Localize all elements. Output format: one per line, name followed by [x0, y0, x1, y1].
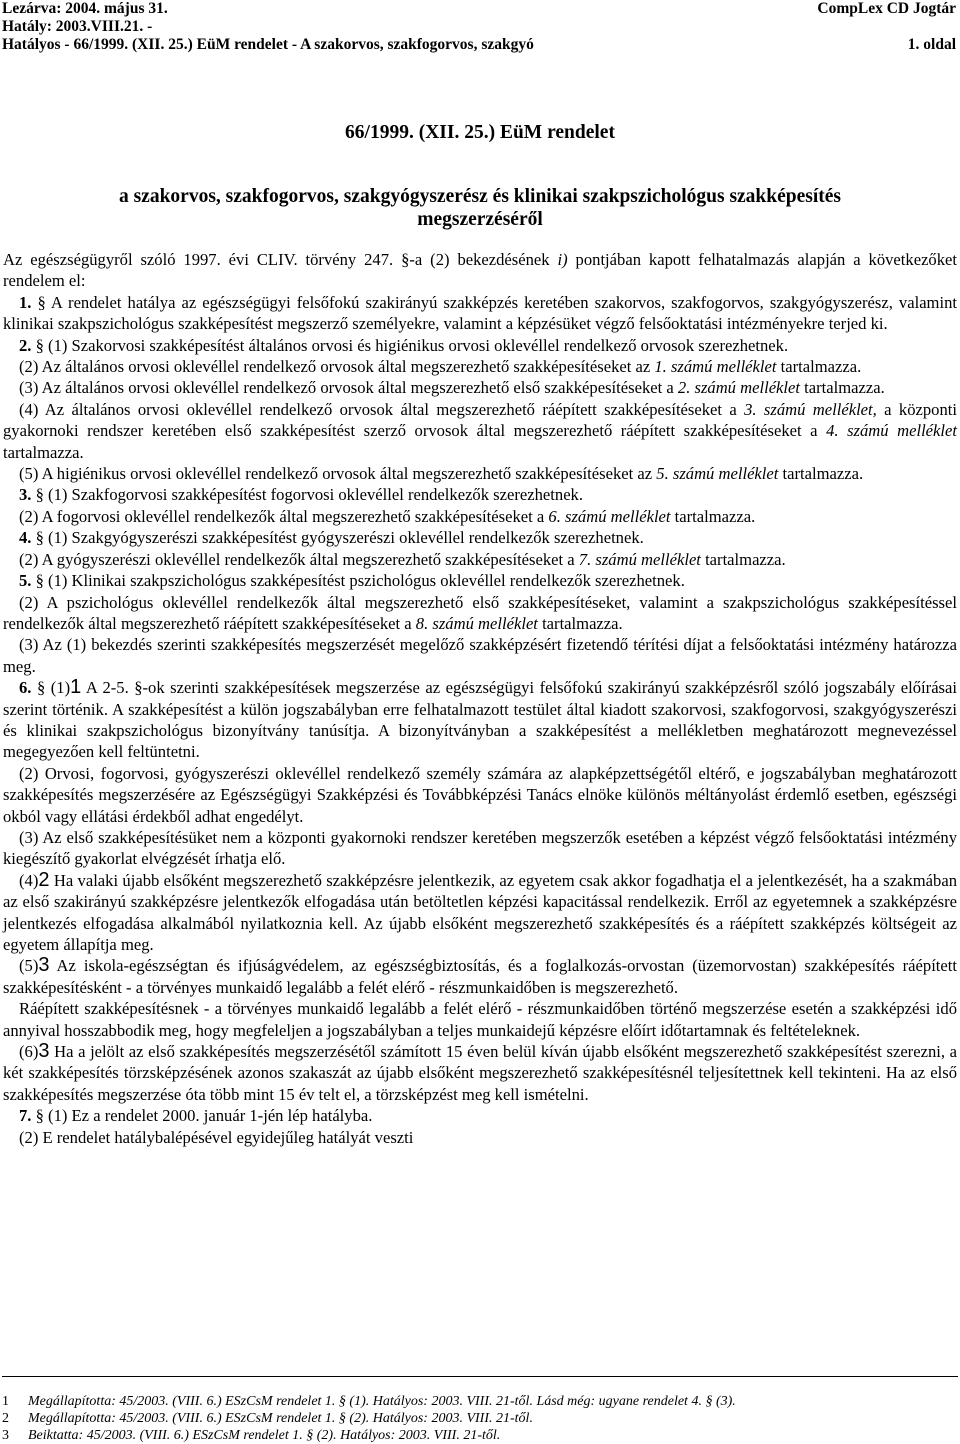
para-text: (5) A higiénikus orvosi oklevéllel rendelkező orvosok által megszerezhető szakképesítéseket az: [19, 464, 657, 484]
footnote-text: Megállapította: 45/2003. (VIII. 6.) ESzCsM rendelet 1. § (1). Hatályos: 2003. VIII. 21-től. Lásd még: ugyane rendelet 4. § (3).: [28, 1394, 736, 1409]
para-text: (4) Az általános orvosi oklevéllel rendelkező orvosok által megszerezhető ráépített szakképesítéseket a: [19, 399, 745, 419]
annex-ref: 2. számú melléklet: [677, 378, 801, 398]
para-text: (2) Az általános orvosi oklevéllel rendelkező orvosok által megszerezhető szakképesítéseket az: [19, 357, 655, 377]
section-5-para-1: [3, 570, 957, 591]
section-number: 7.: [19, 1106, 32, 1126]
section-number: 3.: [19, 485, 32, 505]
para-text-end: tartalmazza.: [800, 378, 885, 398]
preamble: [3, 249, 957, 292]
decree-number: 66/1999. (XII. 25.) EüM rendelet: [345, 122, 615, 143]
annex-ref: 4. számú melléklet: [826, 421, 958, 441]
para-text-mid: a központi gyakornoki rendszer keretében első szakképesítést szerző orvosok által megszerezhető ráépített szakképesítéseket a: [3, 399, 957, 441]
section-number: 1.: [19, 292, 32, 312]
para-text-end: tartalmazza.: [537, 613, 623, 633]
section-4-para-2: [3, 549, 957, 570]
decree-body: [3, 249, 957, 1148]
section-text: § (1) Szakorvosi szakképesítést általános orvosi és higiénikus orvosi oklevéllel rendelkező orvosok szerezhetnek.: [31, 335, 789, 355]
para-text-end: tartalmazza.: [670, 506, 756, 526]
section-5-para-3: (3) Az (1) bekezdés szerinti szakképesítés megszerzését megelőző szakképzésért fizetendő térítési díjat a felsőoktatási intézmény határozza meg.: [3, 635, 957, 676]
preamble-text-end: pontjában kapott felhatalmazás alapján a következőket rendelem el:: [3, 250, 958, 291]
section-6-para-3: (3) Az első szakképesítésüket nem a központi gyakornoki rendszer keretében megszerzők esetében a képzést végző felsőoktatási intézmény kiegészítő gyakorlat elvégzését írhatja elő.: [3, 827, 957, 869]
section-6-para-1: [3, 677, 957, 763]
section-6-para-4: [3, 870, 957, 956]
footnote-marker[interactable]: 1: [70, 676, 82, 699]
section-1: [3, 292, 957, 335]
decree-subject-line1: a szakorvos, szakfogorvos, szakgyógyszerész és klinikai szakpszichológus szakképesítés: [118, 186, 842, 207]
para-label: (5): [19, 956, 39, 976]
annex-ref: 8. számú melléklet: [415, 613, 538, 633]
para-text-end: tartalmazza.: [700, 549, 786, 569]
section-4-para-1: [3, 527, 957, 548]
para-label: § (1): [31, 678, 71, 698]
preamble-text: Az egészségügyről szóló 1997. évi CLIV. törvény 247. §-a (2) bekezdésének: [3, 250, 558, 269]
section-3-para-1: [3, 484, 957, 505]
para-text: (2) A pszichológus oklevéllel rendelkezők által megszerezhető első szakképesítéseket, valamint a szakpszichológus szakképesítéssel rendelkezők által megszerezhető ráépített szakképesítéseket a: [3, 592, 957, 633]
preamble-point-ref: i): [557, 250, 568, 269]
para-text: Ha a jelölt az első szakképesítés megszerzésétől számított 15 éven belül kíván újabb elsőként megszerezhető szakképesítést szerezni, a két szakképesítés törzsképzésének azonos szakaszát az újabb elsőként megszerezhető szakképesítésnél teljesítettnek kell tekinteni. Ha az első szakképesítés megszerzése óta több mint 15 év telt el, a törzsképzést meg kell ismételni.: [3, 1042, 957, 1104]
para-text-end: tartalmazza.: [776, 357, 862, 377]
para-text-end: tartalmazza.: [778, 464, 864, 484]
annex-ref: 5. számú melléklet: [656, 464, 779, 484]
section-6-para-5: [3, 955, 957, 998]
header-effective-date: Hatály: 2003.VIII.21. -: [2, 18, 153, 35]
header-publisher: CompLex CD Jogtár: [817, 0, 956, 17]
para-text: Az iskola-egészségtan és ifjúságvédelem, az egészségbiztosítás, és a foglalkozás-orvostan (üzemorvostan) szakképesítés ráépített szakképesítésként - a törvényes munkaidő legalább a felét elérő - részmunkaidőben is megszerezhető.: [3, 956, 957, 997]
section-number: 2.: [19, 335, 32, 355]
footnote-number: 2: [2, 1411, 9, 1426]
section-text: § A rendelet hatálya az egészségügyi felsőfokú szakirányú szakképzés keretében szakorvos, szakfogorvos, szakgyógyszerész, valamint klinikai szakpszichológus szakképesítést megszerző személyekre, valamint a képzésüket végző felsőoktatási intézményekre terjed ki.: [3, 292, 957, 334]
footnote-divider: [2, 1376, 958, 1377]
annex-ref: 6. számú melléklet: [548, 506, 671, 526]
annex-ref: 3. számú melléklet,: [744, 399, 877, 419]
footnote-text: Beiktatta: 45/2003. (VIII. 6.) ESzCsM rendelet 1. § (2). Hatályos: 2003. VIII. 21-től.: [28, 1428, 501, 1443]
section-7-para-2: (2) E rendelet hatálybalépésével egyidejűleg hatályát veszti: [19, 1127, 414, 1147]
section-text: § (1) Szakfogorvosi szakképesítést fogorvosi oklevéllel rendelkezők szerezhetnek.: [31, 485, 584, 505]
section-2-para-3: [3, 377, 957, 398]
annex-ref: 7. számú melléklet: [578, 549, 701, 569]
header-page-number: 1. oldal: [907, 36, 956, 53]
header-date-closed: Lezárva: 2004. május 31.: [2, 0, 168, 17]
section-text: A 2-5. §-ok szerinti szakképesítések megszerzése az egészségügyi felsőfokú szakirányú szakképzésről szóló jogszabály előírásai szerint történik. A szakképesítést a külön jogszabályban erre felhatalmazott testület által kiadott szakorvosi, szakfogorvosi, szakgyógyszerészi és klinikai szakpszichológus bizonyítvány tanúsítja. A bizonyítványban a szakképesítést a mellékletben meghatározott megnevezéssel megegyezően kell feltüntetni.: [3, 678, 957, 762]
section-number: 4.: [19, 528, 32, 548]
para-label: (4): [19, 870, 39, 890]
para-text-end: tartalmazza.: [3, 442, 84, 462]
decree-subject-line2: megszerzéséről: [417, 209, 543, 230]
annex-ref: 1. számú melléklet: [654, 357, 777, 377]
para-label: (6): [19, 1042, 39, 1062]
section-2-para-4: [3, 399, 957, 463]
footnote-marker[interactable]: 2: [38, 868, 50, 891]
section-2-para-2: [3, 356, 957, 377]
section-2-para-1: [3, 335, 957, 356]
section-text: § (1) Szakgyógyszerészi szakképesítést gyógyszerészi oklevéllel rendelkezők szerezhetnek.: [31, 528, 644, 548]
para-text: (2) A fogorvosi oklevéllel rendelkezők által megszerezhető szakképesítéseket a: [19, 506, 549, 526]
footnote-2: [0, 1411, 533, 1427]
footnote-number: 1: [2, 1394, 9, 1409]
footnote-text: Megállapította: 45/2003. (VIII. 6.) ESzCsM rendelet 1. § (2). Hatályos: 2003. VIII. 21-től.: [28, 1411, 533, 1426]
footnote-marker[interactable]: 3: [38, 1040, 50, 1063]
footnote-3: [0, 1428, 500, 1444]
section-3-para-2: [3, 506, 957, 527]
footnote-1: [0, 1394, 736, 1410]
section-7-para-1: [3, 1105, 957, 1126]
para-text: (2) A gyógyszerészi oklevéllel rendelkezők által megszerezhető szakképesítéseket a: [19, 549, 579, 569]
para-text: (3) Az általános orvosi oklevéllel rendelkező orvosok által megszerezhető első szakképesítéseket a: [19, 378, 678, 398]
section-text: § (1) Ez a rendelet 2000. január 1-jén lép hatályba.: [31, 1106, 373, 1126]
section-6-para-5-cont: Ráépített szakképesítésnek - a törvényes munkaidő legalább a felét elérő - részmunkaidőben történő megszerzése esetén a szakképzési idő annyival hosszabbodik meg, hogy megfeleljen a jogszabályban a teljes munkaidejű képzésre előírt időtartamnak és feltételeknek.: [3, 999, 957, 1040]
section-text: § (1) Klinikai szakpszichológus szakképesítést pszichológus oklevéllel rendelkezők szerezhetnek.: [31, 571, 685, 591]
section-number: 6.: [19, 678, 32, 698]
section-2-para-5: [3, 463, 957, 484]
footnote-number: 3: [2, 1428, 9, 1443]
section-6-para-2: (2) Orvosi, fogorvosi, gyógyszerészi oklevéllel rendelkező személy számára az alapképzettségétől eltérő, e jogszabályban meghatározott szakképesítés megszerzésére az Egészségügyi Szakképzési és Továbbképzési Tanács elnöke különös méltányolást érdemlő esetben, egészségi okból vagy ellátási érdekből adhat engedélyt.: [3, 763, 957, 826]
header-document-name: Hatályos - 66/1999. (XII. 25.) EüM rendelet - A szakorvos, szakfogorvos, szakgyó: [2, 36, 534, 53]
para-text: Ha valaki újabb elsőként megszerezhető szakképzésre jelentkezik, az egyetem csak akkor fogadhatja el a jelentkezését, ha a szakmában az első szakirányú szakképzésre jelentkezők elfogadása után betöltetlen képzési kapacitással rendelkezik. Erről az egyetemnek a szakképzésre jelentkezés elfogadása alkalmából nyilatkoznia kell. Az újabb elsőként megszerezhető szakképesítés és a ráépített szakképzés költségeit az egyetem állapítja meg.: [3, 870, 957, 954]
footnote-marker[interactable]: 3: [38, 954, 50, 977]
section-6-para-6: [3, 1041, 957, 1105]
section-5-para-2: [3, 592, 957, 635]
section-number: 5.: [19, 571, 32, 591]
